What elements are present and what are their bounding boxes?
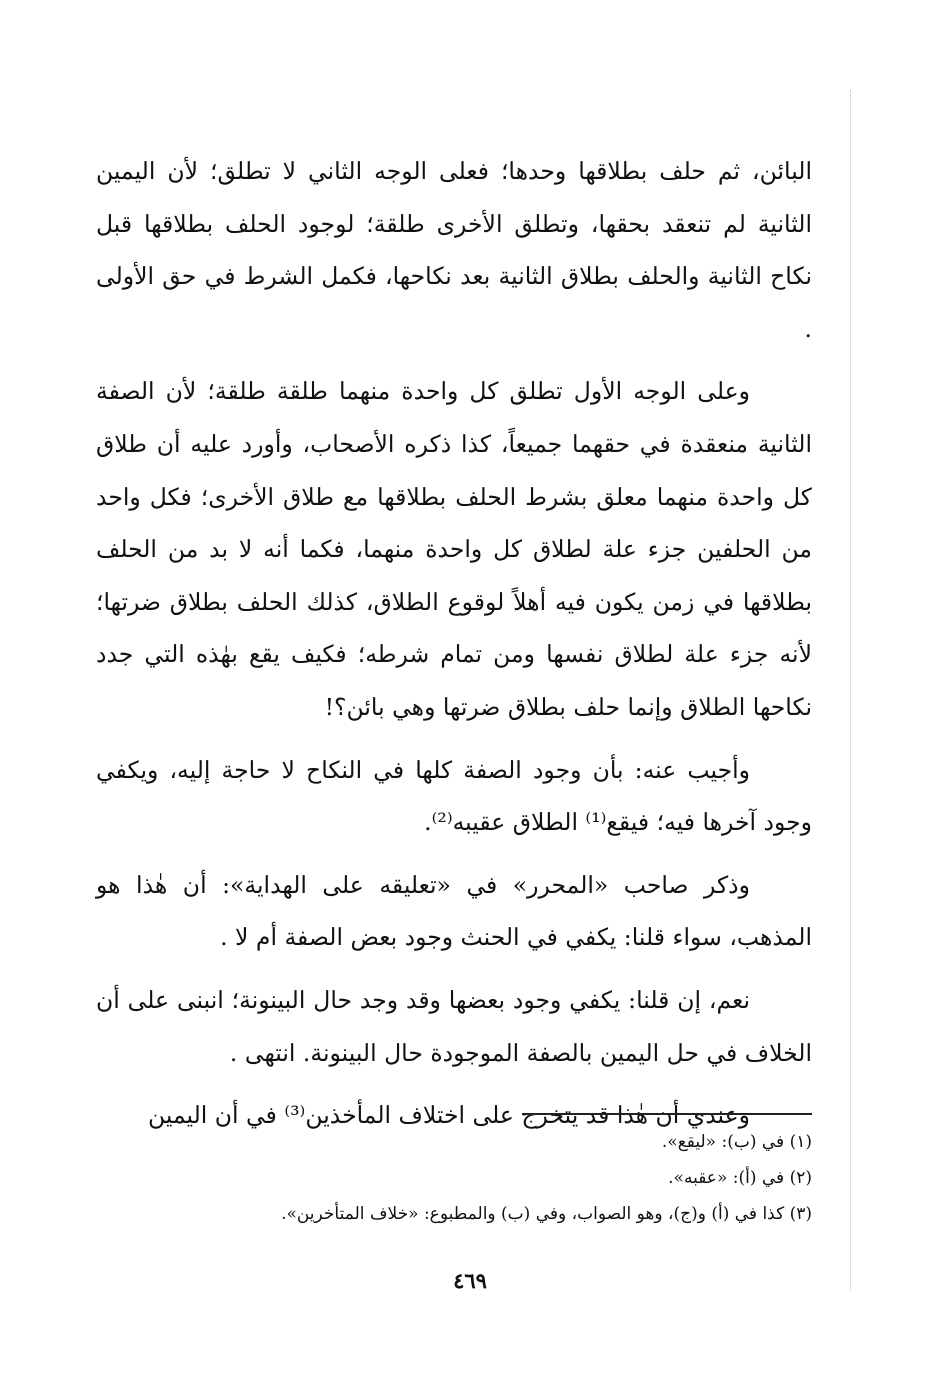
paragraph-3: وأجيب عنه: بأن وجود الصفة كلها في النكاح لا حاجة إليه، ويكفي وجود آخرها فيه؛ فيقع⁽¹⁾ الطلاق عقيبه⁽²⁾. (96, 755, 812, 837)
footnotes (96, 1124, 812, 1232)
paragraph-2: وعلى الوجه الأول تطلق كل واحدة منهما طلقة طلقة؛ لأن الصفة الثانية منعقدة في حقهما جميعاً، كذا ذكره الأصحاب، وأورد عليه أن طلاق كل واحدة منهما معلق بشرط الحلف بطلاقها مع طلاق الأخرى؛ فكل واحد من الحلفين جزء علة لطلاق كل واحدة منهما، فكما أنه لا بد من الحلف بطلاقها في زمن يكون فيه أهلاً لوقوع الطلاق، كذلك الحلف بطلاق ضرتها؛ لأنه جزء علة لطلاق نفسها ومن تمام شرطه؛ فكيف يقع بهٰذه التي جدد نكاحها الطلاق وإنما حلف بطلاق ضرتها وهي بائن؟! (96, 377, 812, 721)
footnote-separator (522, 1113, 812, 1115)
paragraph-5: نعم، إن قلنا: يكفي وجود بعضها وقد وجد حال البينونة؛ انبنى على أن الخلاف في حل اليمين بالصفة الموجودة حال البينونة. انتهى . (96, 985, 812, 1067)
main-text (96, 145, 812, 1152)
footnote-1: (١) في (ب): «ليقع». (661, 1132, 812, 1152)
footnote-2: (٢) في (أ): «عقبه». (668, 1168, 812, 1188)
paragraph-4: وذكر صاحب «المحرر» في «تعليقه على الهداية»: أن هٰذا هو المذهب، سواء قلنا: يكفي في الحنث وجود بعض الصفة أم لا . (96, 870, 812, 952)
page-number: ٤٦٩ (453, 1268, 487, 1293)
paragraph-6: وعندي أن هٰذا قد يتخرج على اختلاف المأخذين⁽³⁾ في أن اليمين (147, 1101, 750, 1130)
scan-margin-line (850, 90, 851, 1290)
footnote-3: (٣) كذا في (أ) و(ج)، وهو الصواب، وفي (ب) والمطبوع: «خلاف المتأخرين». (281, 1204, 812, 1224)
paragraph-1: البائن، ثم حلف بطلاقها وحدها؛ فعلى الوجه الثاني لا تطلق؛ لأن اليمين الثانية لم تنعقد بحقها، وتطلق الأخرى طلقة؛ لوجود الحلف بطلاقها قبل نكاح الثانية والحلف بطلاق الثانية بعد نكاحها، فكمل الشرط في حق الأولى . (96, 157, 812, 343)
